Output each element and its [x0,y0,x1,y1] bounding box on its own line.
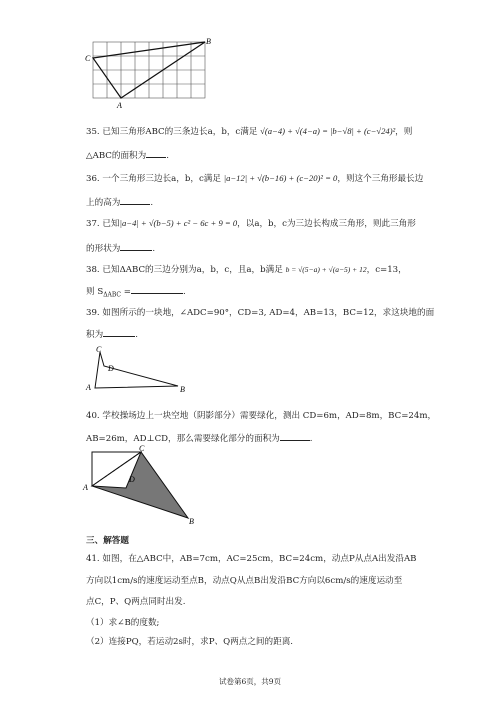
q40-text1: 学校操场边上一块空地（阴影部分）需要绿化，测出 CD=6m，AD=8m，BC=24m， [102,411,437,421]
q37-formula: |a−4| + √(b−5) + c² − 6c + 9 = 0 [119,218,238,228]
q41-line3: 点C，P、Q两点同时出发. [86,597,186,607]
q41-sub1: （1）求∠B的度数; [86,618,160,628]
grid-triangle-figure [84,38,214,110]
q36-text1: 一个三角形三边长a，b，c满足 [102,174,221,184]
q41-line1 [86,554,416,565]
label-a: A [86,383,91,392]
q40-number: 40. [86,411,100,421]
q35-text3: △ABC的面积为 [86,151,147,161]
q36-answer-blank[interactable] [120,196,150,205]
q41-line1-text: 如图，在△ABC中，AB=7cm，AC=25cm，BC=24cm，动点P从点A出发沿AB [102,554,417,564]
label-a: A [83,483,88,492]
q39-text1: 如图所示的一块地，∠ADC=90°，CD=3, AD=4，AB=13，BC=12，求这块地的面 [102,308,435,318]
q38-number: 38. [86,265,100,275]
q38-answer-blank[interactable] [131,285,183,294]
label-d: D [129,475,135,484]
q35-text2: ，则 [395,127,413,137]
label-b: B [206,38,211,46]
q40-text2: AB=26m，AD⊥CD，那么需要绿化部分的面积为 [86,434,280,444]
q39-line1 [86,308,434,319]
section-title: 三、解答题 [86,536,129,546]
q36-number: 36. [86,174,100,184]
q39-answer-blank[interactable] [103,328,135,337]
q38-text2: ，c=13， [366,265,407,275]
q35-formula: √(a−4) + √(4−a) = |b−√8| + (c−√24)² [260,126,396,136]
q37-answer-blank[interactable] [120,242,152,251]
q40-line2: AB=26m，AD⊥CD，那么需要绿化部分的面积为 . [86,434,313,444]
q38-formula: b = √(5−a) + √(a−5) + 12 [285,265,367,274]
shaded-region-figure [80,444,200,526]
q35-text1: 已知三角形ABC的三条边长a，b，c满足 [102,127,258,137]
q38-line2: 则 $S_{\Delta ABC}$ = . [86,287,186,299]
q36-formula: |a−12| + √(b−16) + (c−20)² = 0 [223,173,338,183]
q36-text2: ，则这个三角形最长边 [337,174,424,184]
q37-text2: ，以a，b，c为三边长构成三角形，则此三角形 [237,219,416,229]
q39-line2: 积为 . [86,330,138,340]
q35-line1 [86,126,412,138]
q38-sub: ΔABC [103,291,121,299]
q41-number: 41. [86,554,100,564]
q39-text2: 积为 [86,330,104,340]
q36-line2: 上的高为 . [86,198,154,208]
q35-number: 35. [86,127,100,137]
q35-line2: △ABC的面积为 . [86,151,169,161]
label-b: B [189,517,194,526]
q36-text3: 上的高为 [86,198,121,208]
label-c: C [85,54,91,63]
label-c: C [96,345,102,354]
label-d: D [108,364,114,373]
page-footer: 试卷第6页，共9页 [218,677,282,686]
q37-text3: 的形状为 [86,244,121,254]
label-c: C [139,444,145,453]
label-b: B [180,385,185,394]
q38-text1: 已知ΔABC的三边分别为a，b，c，且a，b满足 [102,265,283,275]
q37-text1: 已知 [102,219,120,229]
q36-line1 [86,173,423,185]
q37-line1 [86,218,416,230]
q40-line1 [86,411,436,422]
q37-line2: 的形状为 . [86,244,156,254]
q35-answer-blank[interactable] [146,149,166,158]
q39-number: 39. [86,308,100,318]
q41-line2: 方向以1cm/s的速度运动至点B，动点Q从点B出发沿BC方向以6cm/s的速度运动至 [86,576,403,586]
q38-text3: 则 S [86,287,104,297]
q41-sub2: （2）连接PQ，若运动2s时，求P、Q两点之间的距离. [86,637,294,647]
label-a: A [117,101,122,110]
q37-number: 37. [86,219,100,229]
q40-answer-blank[interactable] [280,432,310,441]
q38-line1 [86,264,407,276]
quadrilateral-figure [84,344,194,398]
